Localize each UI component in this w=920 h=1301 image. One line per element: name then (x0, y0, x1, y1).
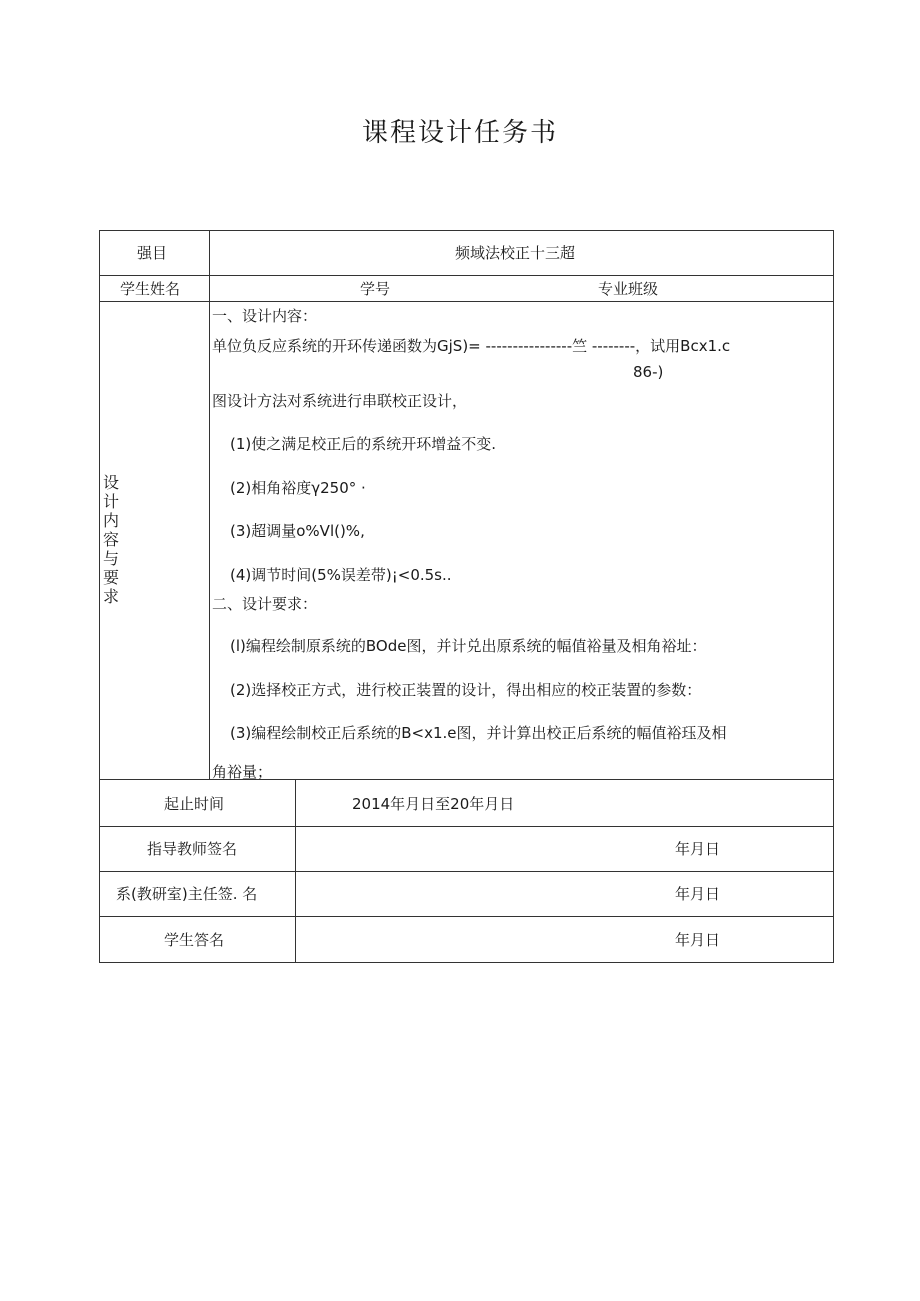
table-divider (99, 916, 834, 917)
page-title: 课程设计任务书 (361, 118, 558, 148)
table-divider (99, 826, 834, 827)
content-line: (4)调节时间(5%误差带)¡<0.5s.. (230, 566, 452, 584)
table-column-divider (209, 230, 210, 780)
table-border-left (99, 230, 100, 963)
topic-label: 强目 (137, 244, 168, 262)
content-line: (2)选择校正方式，进行校正装置的设计，得出相应的校正装置的参数： (230, 681, 702, 699)
table-border-bottom (99, 962, 834, 963)
table-border-right (833, 230, 834, 963)
content-line: (3)编程绘制校正后系统的B<x1.e图，并计算出校正后系统的幅值裕珏及相 (230, 724, 727, 742)
content-line: 一、设计内容： (212, 307, 318, 325)
content-section-label: 设计内容与要求 (103, 473, 120, 606)
content-line: 图设计方法对系统进行串联校正设计， (212, 392, 468, 410)
content-line: (2)相角裕度γ250° · (230, 479, 366, 497)
period-label: 起止时间 (164, 795, 225, 813)
content-line: (3)超调量o%Vl()%, (230, 522, 365, 540)
content-line: (1)使之满足校正后的系统开环增益不变. (230, 435, 497, 453)
content-line: 单位负反应系统的开环传递函数为GjS)= ----------------竺 --------，试用Bcx1.c (212, 337, 731, 355)
director-signature-label: 系(教研室)主任签. 名 (116, 885, 258, 903)
table-divider (99, 871, 834, 872)
student-id-label: 学号 (360, 280, 391, 298)
teacher-signature-date: 年月日 (675, 840, 721, 858)
teacher-signature-label: 指导教师签名 (147, 840, 238, 858)
content-line: 角裕量； (212, 763, 273, 781)
period-value: 2014年月日至20年月日 (352, 795, 515, 813)
content-line: (l)编程绘制原系统的BOde图，并计兑出原系统的幅值裕量及相角裕址： (230, 637, 707, 655)
student-name-label: 学生姓名 (120, 280, 181, 298)
content-line: 86-) (633, 363, 664, 381)
student-signature-date: 年月日 (675, 931, 721, 949)
class-label: 专业班级 (598, 280, 659, 298)
table-column-divider (295, 779, 296, 963)
student-signature-label: 学生答名 (164, 931, 225, 949)
topic-value: 频域法校正十三超 (455, 244, 576, 262)
director-signature-date: 年月日 (675, 885, 721, 903)
content-line: 二、设计要求： (212, 595, 318, 613)
